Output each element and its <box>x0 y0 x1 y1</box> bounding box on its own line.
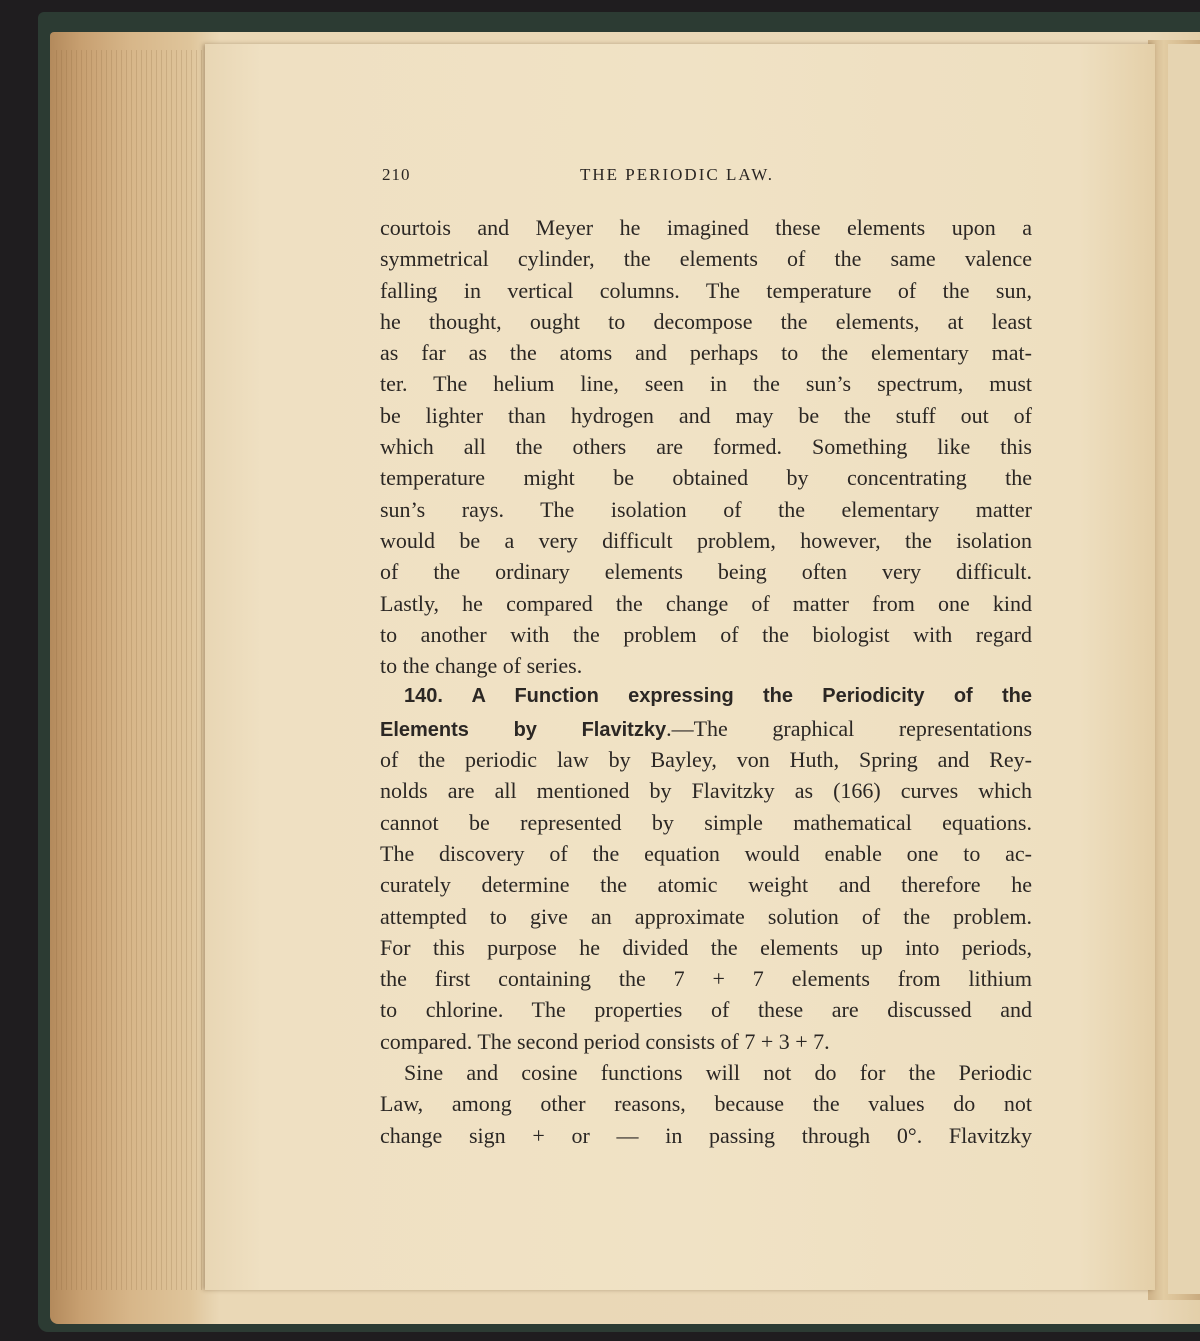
text-line: curately determine the atomic weight and therefore he <box>380 872 1032 898</box>
text-line: would be a very difficult problem, however, the isolation <box>380 527 1032 553</box>
text-run: .—The graphical representations <box>666 715 1032 741</box>
text-line: of the periodic law by Bayley, von Huth, Spring and Rey- <box>380 747 1032 773</box>
page-header <box>380 165 1030 195</box>
text-line: cannot be represented by simple mathematical equations. <box>380 809 1032 835</box>
text-line: as far as the atoms and perhaps to the elementary mat- <box>380 340 1032 366</box>
body-text <box>380 212 1032 1151</box>
text-line: of the ordinary elements being often very difficult. <box>380 559 1032 585</box>
text-line: the first containing the 7 + 7 elements from lithium <box>380 966 1032 992</box>
text-line: sun’s rays. The isolation of the elementary matter <box>380 496 1032 522</box>
text-line: Sine and cosine functions will not do for the Periodic <box>404 1060 1032 1086</box>
text-line: to the change of series. <box>380 653 583 679</box>
page-edges <box>56 50 206 1290</box>
section-heading-end: Elements by Flavitzky <box>380 718 667 741</box>
text-line: to another with the problem of the biologist with regard <box>380 621 1032 647</box>
text-line: For this purpose he divided the elements up into periods, <box>380 934 1032 960</box>
page-number: 210 <box>382 165 411 184</box>
text-line: ter. The helium line, seen in the sun’s spectrum, must <box>380 371 1032 397</box>
text-line: The discovery of the equation would enable one to ac- <box>380 840 1032 866</box>
text-line: Lastly, he compared the change of matter from one kind <box>380 590 1032 616</box>
text-line: change sign + or — in passing through 0°. Flavitzky <box>380 1122 1032 1148</box>
text-line: falling in vertical columns. The temperature of the sun, <box>380 277 1032 303</box>
text-line: which all the others are formed. Something like this <box>380 434 1032 460</box>
text-line: nolds are all mentioned by Flavitzky as (166) curves which <box>380 778 1032 804</box>
text-line: temperature might be obtained by concentrating the <box>380 465 1032 491</box>
text-line: be lighter than hydrogen and may be the stuff out of <box>380 402 1032 428</box>
text-line: he thought, ought to decompose the elements, at least <box>380 308 1032 334</box>
text-line: compared. The second period consists of 7 + 3 + 7. <box>380 1028 830 1054</box>
running-title: THE PERIODIC LAW. <box>580 165 774 184</box>
text-line: to chlorine. The properties of these are discussed and <box>380 997 1032 1023</box>
text-line: symmetrical cylinder, the elements of the same valence <box>380 246 1032 272</box>
text-line: Law, among other reasons, because the values do not <box>380 1091 1032 1117</box>
facing-page-edge <box>1168 44 1200 1294</box>
section-heading: 140. A Function expressing the Periodicity of the <box>404 685 1032 708</box>
text-line: courtois and Meyer he imagined these elements upon a <box>380 215 1032 240</box>
section-heading-continuation <box>380 713 1032 744</box>
text-line: attempted to give an approximate solution of the problem. <box>380 903 1032 929</box>
